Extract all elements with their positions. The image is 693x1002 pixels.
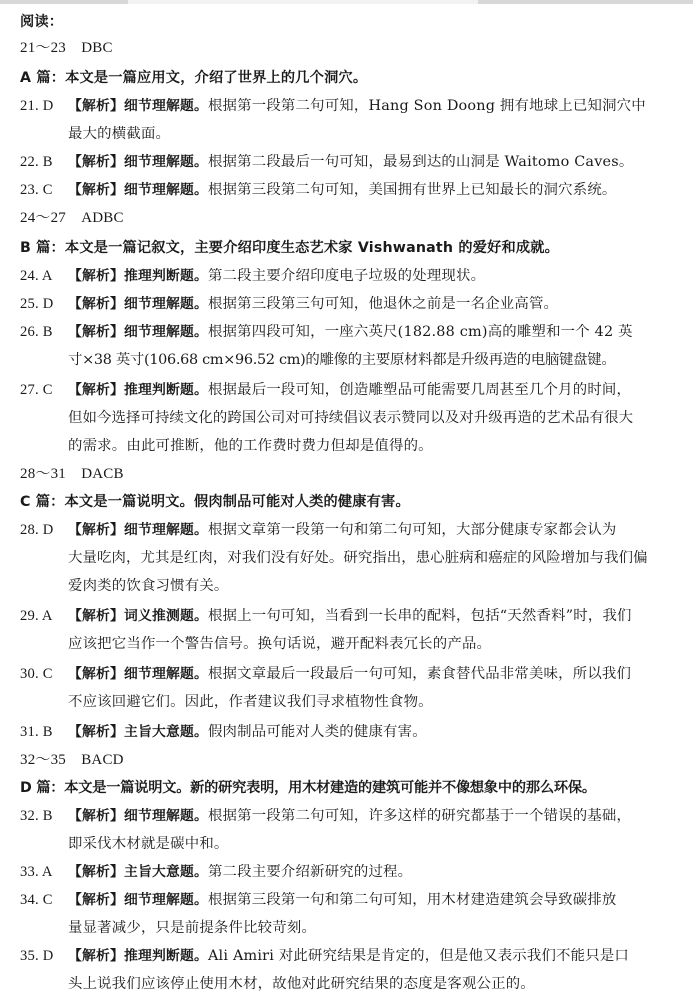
- answer-key-d: 32～35 BACD: [20, 752, 124, 768]
- item-26-cont: 寸×38 英寸(106.68 cm×96.52 cm)的雕像的主要原材料都是升级再造的电脑键盘键。: [68, 352, 616, 368]
- item-29-cont: 应该把它当作一个警告信号。换句话说，避开配料表冗长的产品。: [68, 636, 492, 652]
- item-number: 26. B: [20, 324, 53, 340]
- item-32-cont: 即采伐木材就是碳中和。: [68, 836, 229, 852]
- item-number: 21. D: [20, 98, 54, 114]
- item-24: [20, 266, 485, 286]
- item-text: 根据第一段第二句可知，许多这样的研究都基于一个错误的基础，: [207, 808, 632, 824]
- item-number: 28. D: [20, 522, 54, 538]
- item-31: [20, 722, 427, 742]
- item-number: 30. C: [20, 666, 53, 682]
- item-number: 31. B: [20, 724, 53, 740]
- item-text: 根据第四段可知，一座六英尺(182.88 cm)高的雕塑和一个 42 英: [207, 324, 633, 340]
- passage-d-heading: D 篇：本文是一篇说明文。新的研究表明，用木材建造的建筑可能并不像想象中的那么环保。: [20, 780, 596, 796]
- item-tag: 【解析】细节理解题。: [68, 666, 208, 682]
- item-35-cont: 头上说我们应该停止使用木材，故他对此研究结果的态度是客观公正的。: [68, 976, 535, 992]
- item-text: Ali Amiri 对此研究结果是肯定的，但是他又表示我们不能只是口: [207, 948, 630, 964]
- item-tag: 【解析】细节理解题。: [68, 182, 208, 198]
- item-text: 第二段主要介绍新研究的过程。: [207, 864, 413, 880]
- item-32: [20, 806, 631, 826]
- section-title: 阅读：: [20, 14, 64, 30]
- item-21-cont: 最大的横截面。: [68, 126, 171, 142]
- item-28: [20, 520, 617, 540]
- item-number: 29. A: [20, 608, 53, 624]
- item-text: 第二段主要介绍印度电子垃圾的处理现状。: [207, 268, 486, 284]
- item-27-cont: 但如今选择可持续文化的跨国公司对可持续倡议表示赞同以及对升级再造的艺术品有很大: [68, 410, 634, 426]
- item-number: 35. D: [20, 948, 54, 964]
- item-number: 32. B: [20, 808, 53, 824]
- passage-b-heading: B 篇：本文是一篇记叙文，主要介绍印度生态艺术家 Vishwanath 的爱好和成就。: [20, 240, 560, 256]
- item-tag: 【解析】主旨大意题。: [68, 724, 208, 740]
- item-21: [20, 96, 646, 116]
- item-tag: 【解析】推理判断题。: [68, 382, 208, 398]
- item-35: [20, 946, 629, 966]
- item-text: 根据文章最后一段最后一句可知，素食替代品非常美味，所以我们: [207, 666, 632, 682]
- item-tag: 【解析】主旨大意题。: [68, 864, 208, 880]
- item-number: 23. C: [20, 182, 53, 198]
- item-28-cont: 大量吃肉，尤其是红肉，对我们没有好处。研究指出，患心脏病和癌症的风险增加与我们偏: [68, 550, 648, 566]
- item-tag: 【解析】推理判断题。: [68, 268, 208, 284]
- item-number: 33. A: [20, 864, 53, 880]
- item-text: 假肉制品可能对人类的健康有害。: [207, 724, 427, 740]
- item-26: [20, 322, 633, 342]
- item-34: [20, 890, 617, 910]
- passage-c-heading: C 篇：本文是一篇说明文。假肉制品可能对人类的健康有害。: [20, 494, 410, 510]
- item-30: [20, 664, 631, 684]
- item-number: 22. B: [20, 154, 53, 170]
- item-tag: 【解析】细节理解题。: [68, 154, 208, 170]
- item-number: 34. C: [20, 892, 53, 908]
- item-33: [20, 862, 412, 882]
- item-tag: 【解析】细节理解题。: [68, 808, 208, 824]
- answer-key-b: 24～27 ADBC: [20, 210, 124, 226]
- top-edge-bar: [0, 0, 693, 4]
- item-25: [20, 294, 558, 314]
- passage-a-heading: A 篇：本文是一篇应用文，介绍了世界上的几个洞穴。: [20, 70, 368, 86]
- answer-key-a: 21～23 DBC: [20, 40, 113, 56]
- item-text: 根据上一句可知，当看到一长串的配料，包括“天然香料”时，我们: [207, 608, 632, 624]
- item-text: 根据第三段第三句可知，他退休之前是一名企业高管。: [207, 296, 559, 312]
- item-34-cont: 量显著减少，只是前提条件比较苛刻。: [68, 920, 317, 936]
- answer-key-c: 28～31 DACB: [20, 466, 124, 482]
- top-edge-gap: [128, 0, 478, 4]
- item-tag: 【解析】细节理解题。: [68, 892, 208, 908]
- item-28-cont-2: 爱肉类的饮食习惯有关。: [68, 578, 229, 594]
- item-27: [20, 380, 631, 400]
- item-27-cont-2: 的需求。由此可推断，他的工作费时费力但却是值得的。: [68, 438, 433, 454]
- item-22: [20, 152, 633, 172]
- item-30-cont: 不应该回避它们。因此，作者建议我们寻求植物性食物。: [68, 694, 433, 710]
- item-tag: 【解析】细节理解题。: [68, 324, 208, 340]
- item-23: [20, 180, 617, 200]
- item-text: 根据第二段最后一句可知，最易到达的山洞是 Waitomo Caves。: [207, 154, 634, 170]
- item-text: 根据第一段第二句可知，Hang Son Doong 拥有地球上已知洞穴中: [207, 98, 646, 114]
- item-text: 根据文章第一段第一句和第二句可知，大部分健康专家都会认为: [207, 522, 617, 538]
- item-number: 27. C: [20, 382, 53, 398]
- item-number: 24. A: [20, 268, 53, 284]
- item-text: 根据第三段第一句和第二句可知，用木材建造建筑会导致碳排放: [207, 892, 617, 908]
- item-tag: 【解析】细节理解题。: [68, 296, 208, 312]
- item-text: 根据最后一段可知，创造雕塑品可能需要几周甚至几个月的时间，: [207, 382, 632, 398]
- item-29: [20, 606, 632, 626]
- item-tag: 【解析】词义推测题。: [68, 608, 208, 624]
- item-tag: 【解析】细节理解题。: [68, 98, 208, 114]
- item-tag: 【解析】推理判断题。: [68, 948, 208, 964]
- item-tag: 【解析】细节理解题。: [68, 522, 208, 538]
- item-number: 25. D: [20, 296, 54, 312]
- item-text: 根据第三段第二句可知，美国拥有世界上已知最长的洞穴系统。: [207, 182, 617, 198]
